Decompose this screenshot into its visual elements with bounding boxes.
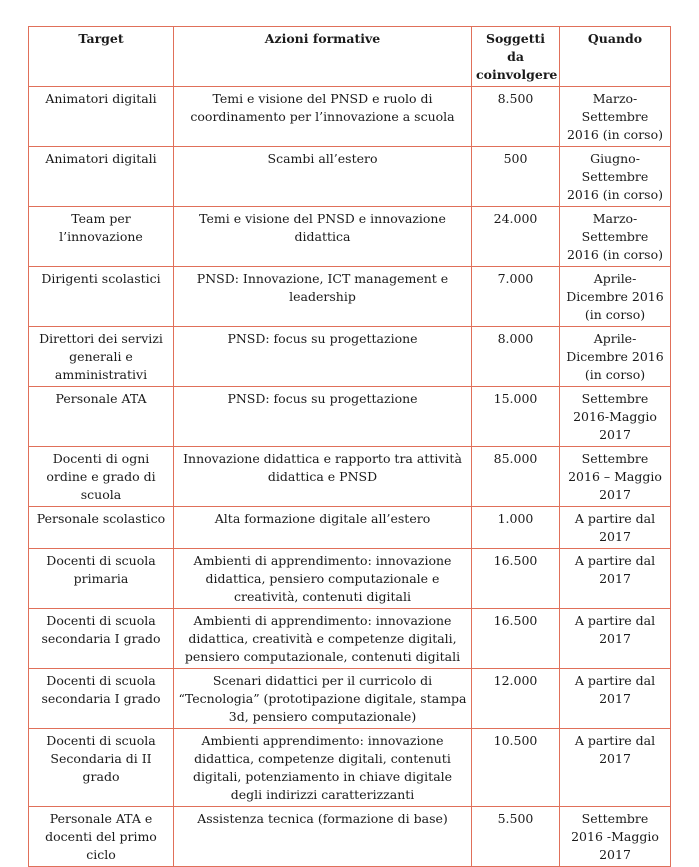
cell-quando: Settembre 2016 -Maggio 2017	[560, 807, 671, 867]
cell-quando: A partire dal 2017	[560, 669, 671, 729]
cell-quando: A partire dal 2017	[560, 729, 671, 807]
cell-quando: Aprile-Dicembre 2016 (in corso)	[560, 327, 671, 387]
header-azioni: Azioni formative	[174, 27, 472, 87]
cell-soggetti: 8.500	[472, 87, 560, 147]
cell-soggetti: 5.500	[472, 807, 560, 867]
cell-azioni: Innovazione didattica e rapporto tra attività didattica e PNSD	[174, 447, 472, 507]
cell-azioni: PNSD: focus su progettazione	[174, 387, 472, 447]
cell-soggetti: 500	[472, 147, 560, 207]
cell-target: Animatori digitali	[29, 87, 174, 147]
header-quando: Quando	[560, 27, 671, 87]
cell-target: Personale ATA e docenti del primo ciclo	[29, 807, 174, 867]
cell-soggetti: 24.000	[472, 207, 560, 267]
cell-target: Docenti di scuola secondaria I grado	[29, 609, 174, 669]
table-row	[29, 207, 671, 267]
cell-azioni: Alta formazione digitale all’estero	[174, 507, 472, 549]
cell-azioni: Ambienti apprendimento: innovazione didattica, competenze digitali, contenuti digitali, potenziamento in chiave digitale degli indirizzi caratterizzanti	[174, 729, 472, 807]
table-row	[29, 267, 671, 327]
cell-quando: A partire dal 2017	[560, 507, 671, 549]
cell-quando: Aprile-Dicembre 2016 (in corso)	[560, 267, 671, 327]
table-row	[29, 807, 671, 867]
cell-target: Personale scolastico	[29, 507, 174, 549]
cell-quando: Marzo-Settembre 2016 (in corso)	[560, 207, 671, 267]
table-row	[29, 87, 671, 147]
table-row	[29, 669, 671, 729]
cell-azioni: Temi e visione del PNSD e ruolo di coordinamento per l’innovazione a scuola	[174, 87, 472, 147]
cell-target: Team per l’innovazione	[29, 207, 174, 267]
cell-soggetti: 16.500	[472, 549, 560, 609]
cell-quando: Settembre 2016-Maggio 2017	[560, 387, 671, 447]
cell-soggetti: 1.000	[472, 507, 560, 549]
cell-quando: Settembre 2016 – Maggio 2017	[560, 447, 671, 507]
cell-azioni: Assistenza tecnica (formazione di base)	[174, 807, 472, 867]
table-row	[29, 147, 671, 207]
cell-target: Direttori dei servizi generali e amministrativi	[29, 327, 174, 387]
cell-target: Dirigenti scolastici	[29, 267, 174, 327]
table-row	[29, 447, 671, 507]
cell-azioni: Scambi all’estero	[174, 147, 472, 207]
cell-soggetti: 7.000	[472, 267, 560, 327]
cell-azioni: PNSD: focus su progettazione	[174, 327, 472, 387]
cell-azioni: Scenari didattici per il curricolo di “Tecnologia” (prototipazione digitale, stampa 3d, pensiero computazionale)	[174, 669, 472, 729]
header-row	[29, 27, 671, 87]
cell-soggetti: 85.000	[472, 447, 560, 507]
cell-target: Docenti di scuola primaria	[29, 549, 174, 609]
cell-soggetti: 15.000	[472, 387, 560, 447]
training-plan-table	[28, 26, 671, 867]
cell-azioni: Ambienti di apprendimento: innovazione didattica, pensiero computazionale e creatività, contenuti digitali	[174, 549, 472, 609]
cell-target: Docenti di ogni ordine e grado di scuola	[29, 447, 174, 507]
cell-soggetti: 10.500	[472, 729, 560, 807]
cell-target: Docenti di scuola secondaria I grado	[29, 669, 174, 729]
cell-soggetti: 8.000	[472, 327, 560, 387]
table-row	[29, 387, 671, 447]
cell-soggetti: 16.500	[472, 609, 560, 669]
table-row	[29, 327, 671, 387]
table-row	[29, 609, 671, 669]
cell-quando: Giugno-Settembre 2016 (in corso)	[560, 147, 671, 207]
table-row	[29, 729, 671, 807]
cell-azioni: Ambienti di apprendimento: innovazione didattica, creatività e competenze digitali, pensiero computazionale, contenuti digitali	[174, 609, 472, 669]
cell-quando: A partire dal 2017	[560, 609, 671, 669]
cell-azioni: Temi e visione del PNSD e innovazione didattica	[174, 207, 472, 267]
cell-target: Personale ATA	[29, 387, 174, 447]
cell-target: Animatori digitali	[29, 147, 174, 207]
cell-soggetti: 12.000	[472, 669, 560, 729]
table-row	[29, 549, 671, 609]
cell-quando: A partire dal 2017	[560, 549, 671, 609]
cell-azioni: PNSD: Innovazione, ICT management e leadership	[174, 267, 472, 327]
cell-quando: Marzo-Settembre 2016 (in corso)	[560, 87, 671, 147]
header-soggetti: Soggetti da coinvolgere	[472, 27, 560, 87]
table-row	[29, 507, 671, 549]
cell-target: Docenti di scuola Secondaria di II grado	[29, 729, 174, 807]
header-target: Target	[29, 27, 174, 87]
